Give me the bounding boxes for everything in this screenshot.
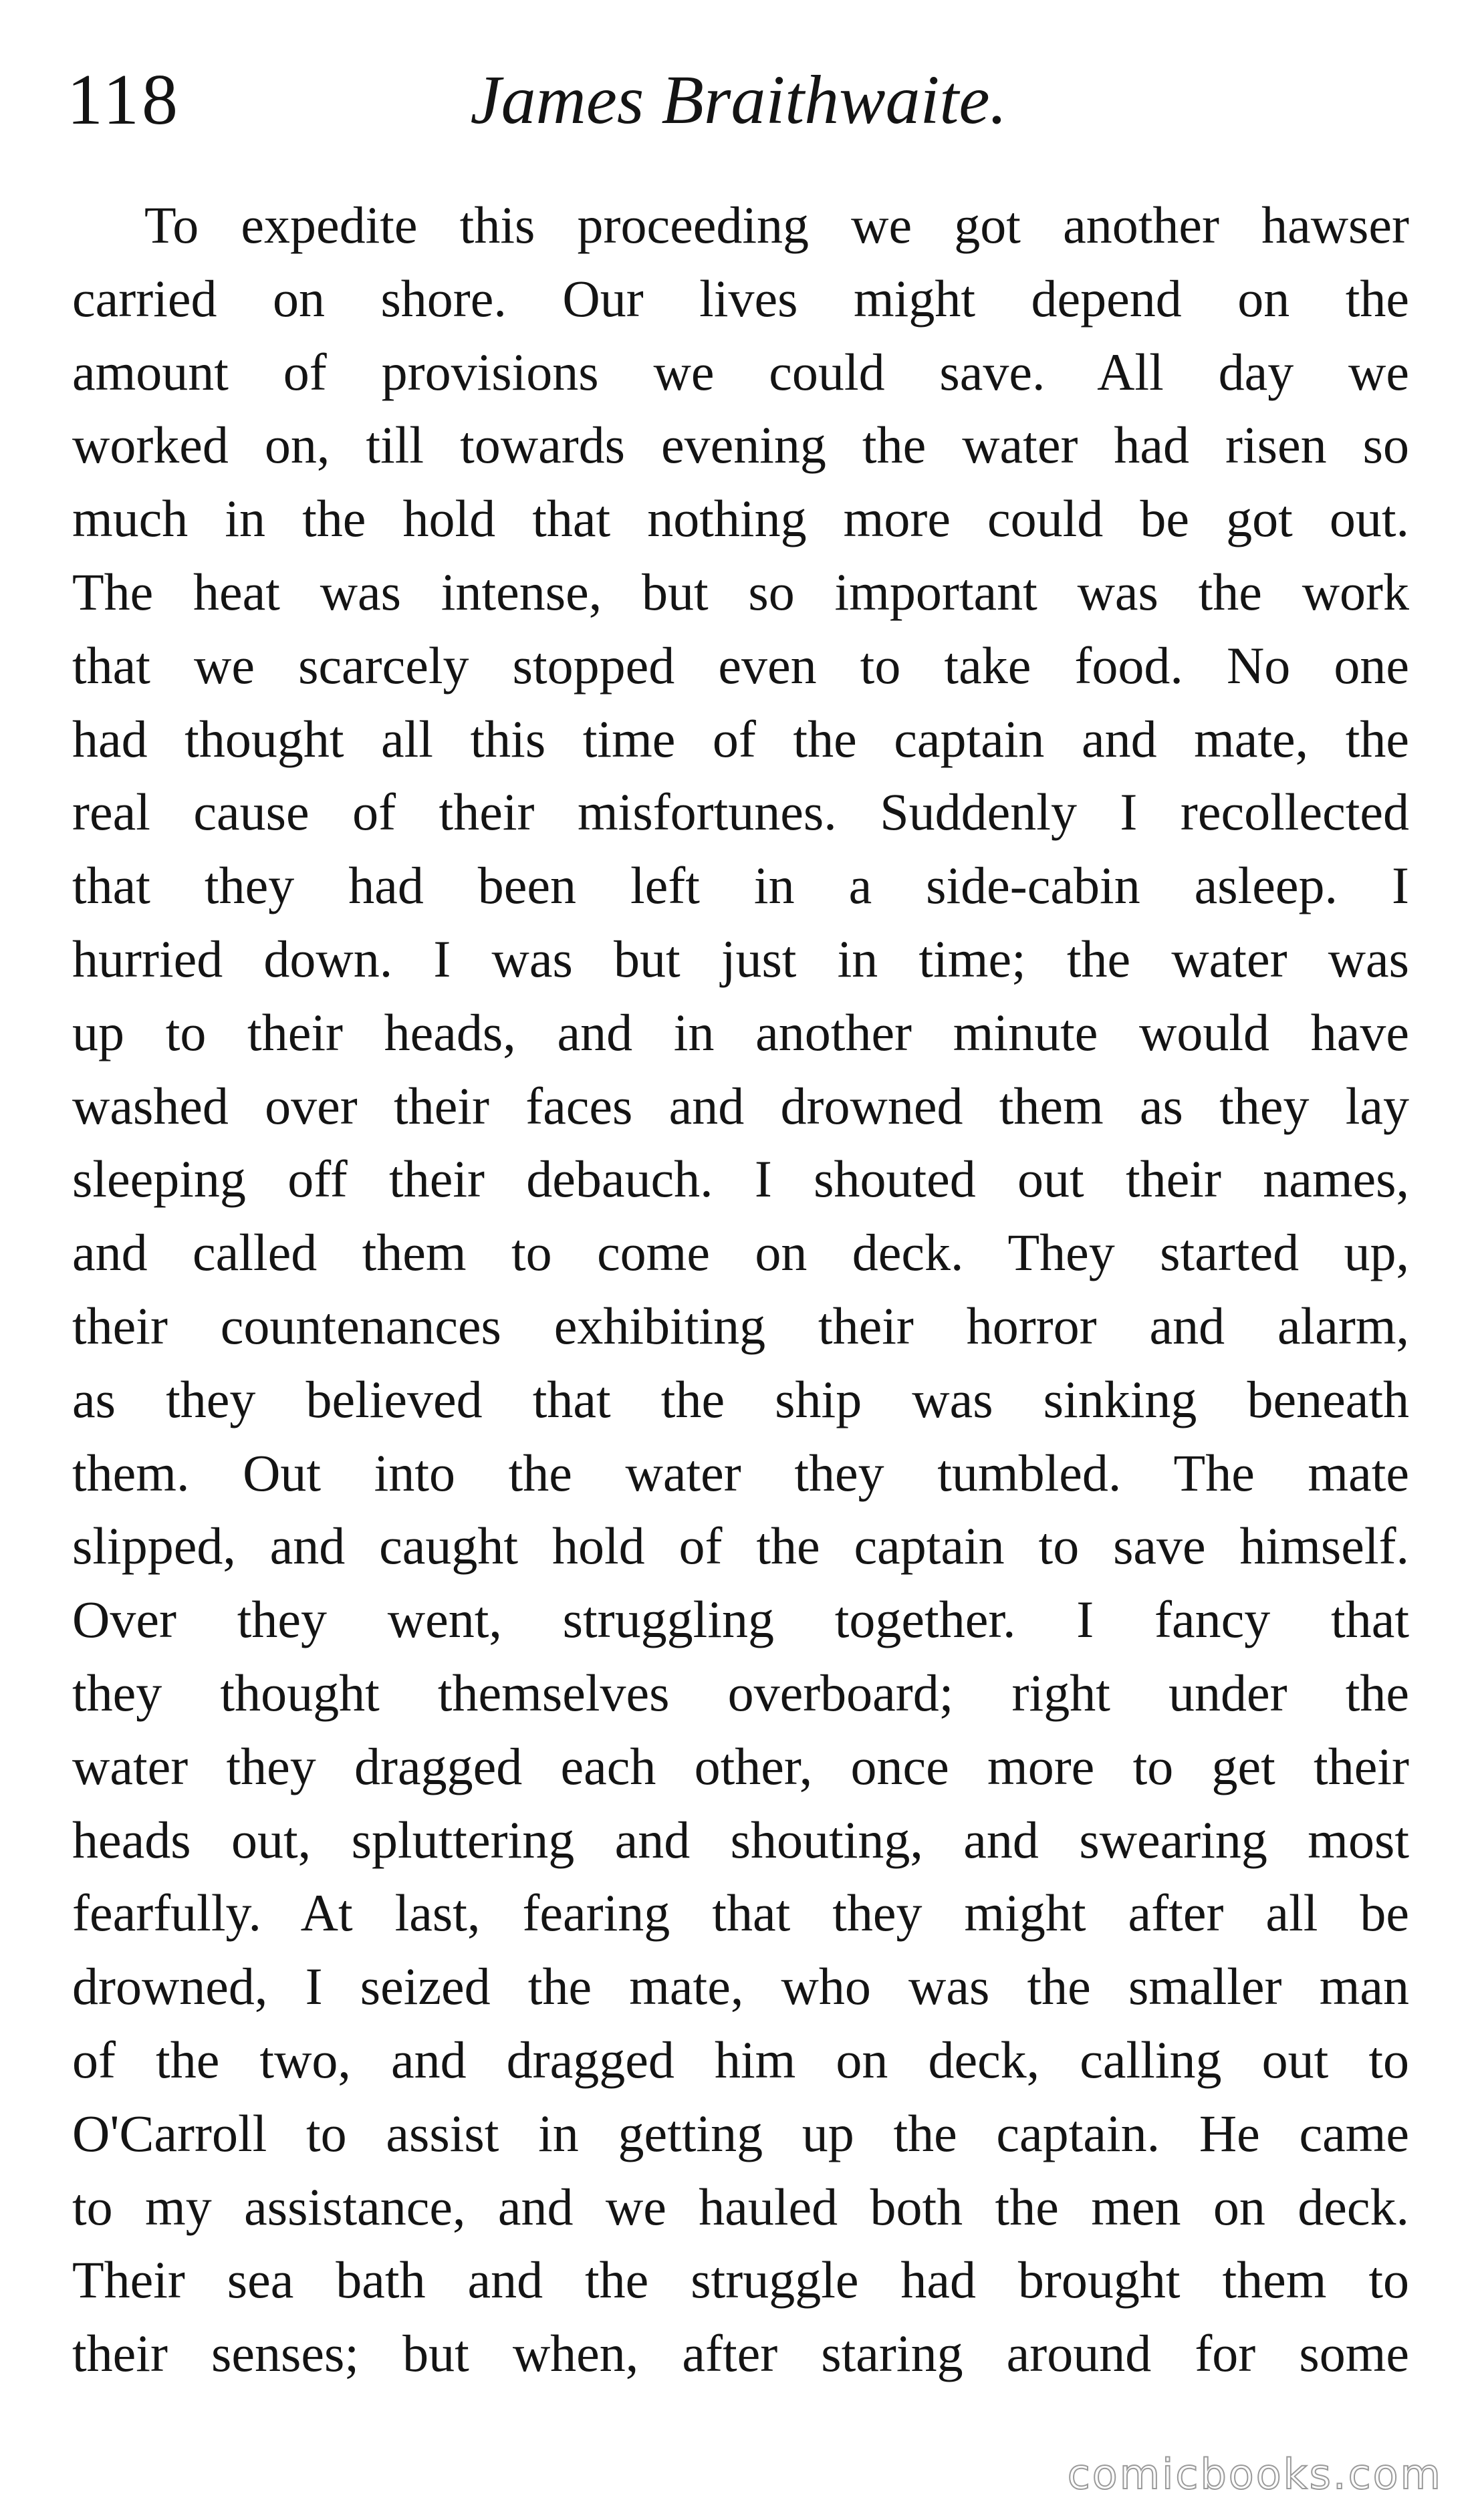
text-line: had thought all this time of the captain and mate, the <box>72 709 1409 768</box>
text-line: to my assistance, and we hauled both the men on deck. <box>72 2177 1409 2236</box>
text-line: water they dragged each other, once more to get their <box>72 1737 1409 1795</box>
text-line: them. Out into the water they tumbled. The mate <box>72 1443 1409 1502</box>
text-line: up to their heads, and in another minute would have <box>72 1003 1409 1061</box>
text-line: much in the hold that nothing more could be got out. <box>72 489 1409 548</box>
text-line: as they believed that the ship was sinking beneath <box>72 1370 1409 1428</box>
text-line: that we scarcely stopped even to take food. No one <box>72 636 1409 695</box>
text-line: hurried down. I was but just in time; the water was <box>72 929 1409 988</box>
text-line: Over they went, struggling together. I fancy that <box>72 1590 1409 1649</box>
text-line: Their sea bath and the struggle had brought them to <box>72 2251 1409 2309</box>
text-line: that they had been left in a side-cabin asleep. I <box>72 856 1409 915</box>
text-line: amount of provisions we could save. All day we <box>72 342 1409 401</box>
text-line: their senses; but when, after staring around for some <box>72 2324 1409 2383</box>
text-line: slipped, and caught hold of the captain to save himself. <box>72 1517 1409 1576</box>
watermark-text: comicbooks.com <box>1067 2450 1443 2499</box>
text-line: worked on, till towards evening the water had risen so <box>72 416 1409 475</box>
text-line: To expedite this proceeding we got another hawser <box>144 196 1409 254</box>
running-title: James Braithwaite. <box>470 61 1007 138</box>
text-line: fearfully. At last, fearing that they might after all be <box>72 1884 1409 1942</box>
body-text <box>72 188 1409 2390</box>
text-line: real cause of their misfortunes. Suddenly I recollected <box>72 783 1409 842</box>
text-line: The heat was intense, but so important was the work <box>72 562 1409 621</box>
text-line: they thought themselves overboard; right under the <box>72 1663 1409 1722</box>
text-line: and called them to come on deck. They started up, <box>72 1223 1409 1282</box>
page-header <box>67 50 1410 150</box>
text-line: sleeping off their debauch. I shouted out their names, <box>72 1150 1409 1209</box>
text-line: washed over their faces and drowned them as they lay <box>72 1076 1409 1135</box>
text-line: drowned, I seized the mate, who was the smaller man <box>72 1957 1409 2016</box>
text-line: heads out, spluttering and shouting, and swearing most <box>72 1810 1409 1869</box>
text-line: of the two, and dragged him on deck, calling out to <box>72 2030 1409 2089</box>
page-number: 118 <box>67 60 180 140</box>
text-line: carried on shore. Our lives might depend on the <box>72 269 1409 328</box>
text-line: their countenances exhibiting their horror and alarm, <box>72 1296 1409 1355</box>
text-line: O'Carroll to assist in getting up the captain. He came <box>72 2104 1409 2162</box>
